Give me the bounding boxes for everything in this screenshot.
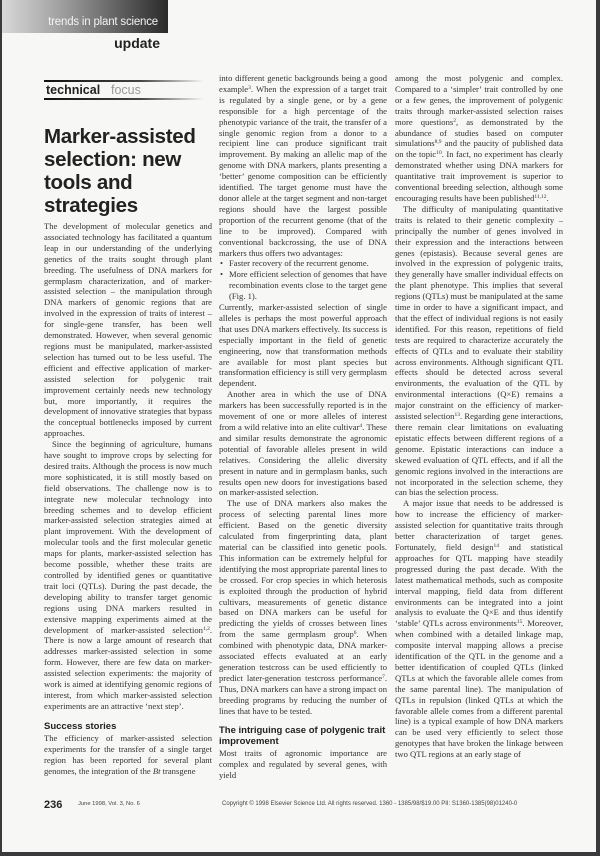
citation: 11,12	[534, 193, 547, 200]
document-page	[2, 0, 596, 852]
citation: 15	[516, 619, 523, 626]
copyright-line: Copyright © 1998 Elsevier Science Ltd. All rights reserved. 1360 - 1385/98/$19.00 PII: S1360-1385(98)01240-0	[222, 801, 518, 807]
text-column-2	[219, 73, 387, 781]
paragraph: Most traits of agronomic importance are complex and regulated by several genes, with yield	[219, 748, 387, 781]
paragraph: The efficiency of marker-assisted selection experiments for the transfer of a single target region has been reported for several plant genomes, the integration of the Bt transgene	[44, 732, 212, 776]
section-label: update	[114, 35, 160, 51]
citation: 8,9	[434, 139, 442, 146]
journal-name: trends in plant science	[48, 16, 158, 28]
issue-info: June 1998, Vol. 3, No. 6	[78, 801, 140, 807]
paragraph: The difficulty of manipulating quantitative traits is related to their genetic complexity – principally the number of genes involved in their expression and the interactions between genes (epistasis). Because several genes are involved in the expression of polygenic traits, they generally have smaller individual effects on the plant phenotype. This implies that several regions (QTLs) must be manipulated at the same time in order to have a significant impact, and that the effect of individual regions is not easily identified. For this reason, repetitions of field tests are required to characterize accurately the effects of QTLs and to evaluate their stability across environments. Although significant QTL effects should be detected across several environments, the evaluation of the QTL by environmental interactions (Q×E) remains a major constraint on the efficiency of marker-assisted selection$^{13}$. Regarding gene interactions, there remain clear limitations on evaluating epistatic effects between different regions of a genome. Epistatic interactions can induce a skewed evaluation of QTL effects, and if all the genomic regions involved in the interactions are not incorporated in the selection scheme, they can bias the selection process.	[395, 203, 563, 498]
citation: 10	[436, 150, 442, 157]
paragraph: into different genetic backgrounds being a good example$^3$. When the expression of a target trait is regulated by a single gene, or by a gene responsible for a high percentage of the phenotypic variance of the trait, the transfer of a single genomic region from a donor to a recipient line can produce significant trait improvement. By making an allelic map of the genome with DNA markers, plants presenting a ‘better’ genome composition can be efficiently identified. The target genome must have the donor allele at the target segment and non-target regions should have the largest possible proportion of the recurrent genome (that of the line to be improved). Compared with conventional backcrossing, the use of DNA markers thus offers two advantages:	[219, 73, 387, 258]
journal-header-band	[2, 0, 168, 33]
paragraph: The development of molecular genetics and associated technology has facilitated a quantum leap in our understanding of the underlying genetics of the traits sought through plant breeding. The usefulness of DNA markers for germplasm characterization, and of marker-assisted selection – the manipulation through DNA markers of genomic regions that are involved in the expression of traits of interest – for single-gene transfer, has been well demonstrated. However, when several genomic regions must be manipulated, marker-assisted selection has turned out to be less useful. The efficient and effective application of marker-assisted selection for polygenic trait improvement certainly needs new technology but, more importantly, it requires the development of innovative strategies that bypass the conceptual bottlenecks imposed by current approaches.	[44, 221, 212, 439]
citation: 13	[454, 412, 460, 419]
text-column-1	[44, 221, 212, 776]
text-column-3	[395, 73, 563, 760]
paragraph: The use of DNA markers also makes the process of selecting parental lines more efficient. Based on the genetic diversity calculated from fingerprinting data, plant material can be classified into genetic pools. This information can be extremely helpful for identifying the most appropriate parental lines to be crossed. For crop species in which heterosis is exploited through the production of hybrid cultivars, measurements of genetic distance based on DNA markers can be useful for predicting the yields of crosses between lines from the same germplasm group$^6$. When combined with phenotypic data, DNA marker-associated effects evaluated at an early generation testcross can be used efficiently to predict later-generation testcross performance$^7$. Thus, DNA markers can have a strong impact on breeding programs by reducing the number of lines that have to be tested.	[219, 498, 387, 716]
category-label	[44, 80, 204, 100]
section-heading: The intriguing case of polygenic trait improvement	[219, 725, 386, 748]
category-primary: technical	[46, 83, 101, 97]
page-number: 236	[44, 799, 63, 811]
list-item: • More efficient selection of genomes that have recombination events close to the target gene (Fig. 1).	[219, 269, 387, 302]
paragraph: Since the beginning of agriculture, humans have sought to improve crops by selecting for desired traits. Although the process is now much more sophisticated, it is still mostly based on field observations. The challenge now is to integrate new molecular technology into breeding schemes and to develop efficient marker-assisted selection strategies aimed at plant improvement. With the development of molecular tools and the first molecular genetic maps for plants, marker-assisted selection has become possible, whether these traits are controlled by identified genes or quantitative trait loci (QTLs). During the past decade, the developing ability to transfer target genomic regions using DNA markers resulted in extensive mapping experiments aimed at the development of marker-assisted selection$^{1,2}$. There is now a large amount of research that addresses marker-assisted selection in some form. However, there are few data on marker-assisted selection experiments: the majority of work is aimed at identifying genomic regions of interest, from which marker-assisted selection experiments are an attractive ‘next step’.	[44, 439, 212, 711]
paragraph: A major issue that needs to be addressed is how to increase the efficiency of marker-assisted selection for quantitative traits through better characterization of target genes. Fortunately, field design$^{14}$ and statistical approaches for QTL mapping have steadily progressed during the past decade. With the latest mathematical methods, such as composite interval mapping, field data from different environments can be integrated into a joint analysis to evaluate the Q×E and thus identify ‘stable’ QTLs across environments$^{15}$. Moreover, when combined with a detailed linkage map, composite interval mapping allows a precise identification of the QTL in the genome and a better identification of coupled QTLs (linked QTLs at which the favorable allele comes from the same parental line). The manipulation of QTLs in repulsion (linked QTLs at which the favorable allele comes from a different parental line) is a typical example of how DNA markers can be used very efficiently to select those genotypes that have broken the linkage between two QTL regions at an early stage of	[395, 498, 563, 760]
category-secondary: focus	[111, 83, 141, 97]
citation: 2	[453, 117, 456, 124]
advantages-list	[219, 258, 387, 302]
citation: 6	[353, 630, 357, 637]
citation: 1,2	[202, 625, 210, 632]
citation: 7	[382, 673, 385, 680]
paragraph: among the most polygenic and complex. Compared to a ‘simpler’ trait controlled by one or a few genes, the improvement of polygenic traits through marker-assisted selection raises more questions$^2$, as demonstrated by the abundance of studies based on computer simulations$^{8,9}$ and the paucity of published data on the topic$^{10}$. In fact, no experiment has clearly demonstrated whether using DNA markers for quantitative trait improvement is superior to conventional breeding selection, although some encouraging results have been published$^{11,12}$.	[395, 73, 563, 203]
article-title: Marker-assisted selection: new tools and strategies	[44, 125, 196, 217]
citation: 3	[248, 84, 251, 91]
section-heading: Success stories	[44, 720, 117, 732]
citation: 14	[493, 542, 500, 549]
paragraph: Another area in which the use of DNA markers has been successfully reported is in the movement of one or more alleles of interest from a wild relative into an elite cultivar$^4$. These and similar results demonstrate the agronomic potential of favorable alleles present in wild relatives. Considering the allelic diversity present in nature and in germplasm banks, such results open new doors for investigations based on marker-assisted selection.	[219, 389, 387, 498]
paragraph: Currently, marker-assisted selection of single alleles is perhaps the most powerful approach that uses DNA markers effectively. Its success is especially important in the field of genetic engineering, now that transformation methods are available for most plant species but transformation efficiency is still very germplasm dependent.	[219, 302, 387, 389]
citation: 4	[359, 423, 363, 429]
list-item: • Faster recovery of the recurrent genome.	[219, 258, 387, 269]
